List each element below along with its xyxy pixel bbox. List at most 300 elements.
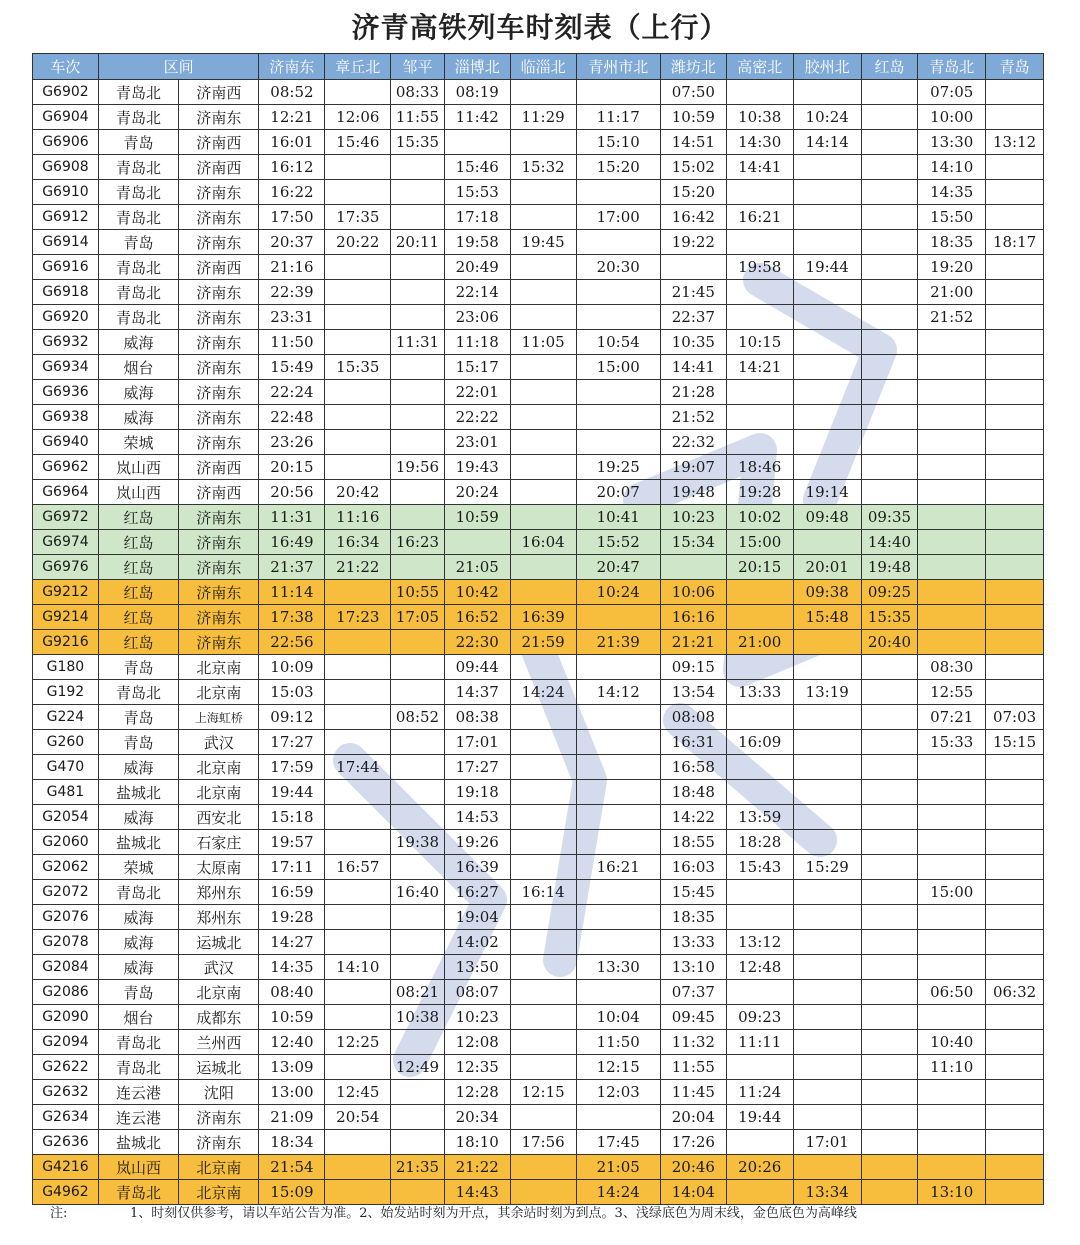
time-cell: 21:52 xyxy=(918,305,986,330)
destination-cell: 石家庄 xyxy=(179,830,259,855)
train-number-cell: G2062 xyxy=(33,855,99,880)
table-row xyxy=(33,980,1044,1005)
time-cell: 21:37 xyxy=(259,555,325,580)
time-cell: 10:41 xyxy=(576,505,660,530)
time-cell: 15:09 xyxy=(259,1180,325,1205)
origin-cell: 红岛 xyxy=(98,530,178,555)
time-cell: 14:41 xyxy=(726,155,793,180)
time-cell: 14:43 xyxy=(444,1180,510,1205)
time-cell xyxy=(726,705,793,730)
time-cell: 11:11 xyxy=(726,1030,793,1055)
table-row xyxy=(33,255,1044,280)
time-cell xyxy=(576,230,660,255)
train-number-cell: G470 xyxy=(33,755,99,780)
train-number-cell: G2094 xyxy=(33,1030,99,1055)
time-cell: 17:27 xyxy=(259,730,325,755)
table-row xyxy=(33,205,1044,230)
time-cell: 15:00 xyxy=(576,355,660,380)
time-cell xyxy=(986,1130,1044,1155)
time-cell xyxy=(861,255,918,280)
time-cell: 11:05 xyxy=(510,330,576,355)
header-station: 淄博北 xyxy=(444,54,510,80)
time-cell xyxy=(861,80,918,105)
time-cell xyxy=(918,780,986,805)
time-cell: 16:27 xyxy=(444,880,510,905)
table-row xyxy=(33,380,1044,405)
time-cell xyxy=(986,930,1044,955)
destination-cell: 沈阳 xyxy=(179,1080,259,1105)
time-cell: 14:12 xyxy=(576,680,660,705)
time-cell: 11:55 xyxy=(660,1055,726,1080)
time-cell xyxy=(793,1155,861,1180)
time-cell xyxy=(391,430,445,455)
destination-cell: 济南东 xyxy=(179,180,259,205)
time-cell xyxy=(510,555,576,580)
time-cell: 20:04 xyxy=(660,1105,726,1130)
time-cell: 10:59 xyxy=(660,105,726,130)
time-cell xyxy=(726,905,793,930)
time-cell: 11:16 xyxy=(325,505,391,530)
time-cell xyxy=(510,930,576,955)
time-cell xyxy=(918,405,986,430)
time-cell: 17:59 xyxy=(259,755,325,780)
time-cell: 18:48 xyxy=(660,780,726,805)
header-station: 青州市北 xyxy=(576,54,660,80)
time-cell xyxy=(576,880,660,905)
time-cell: 16:23 xyxy=(391,530,445,555)
time-cell xyxy=(918,480,986,505)
time-cell: 11:24 xyxy=(726,1080,793,1105)
time-cell xyxy=(861,105,918,130)
time-cell: 20:47 xyxy=(576,555,660,580)
time-cell xyxy=(918,630,986,655)
time-cell: 13:12 xyxy=(726,930,793,955)
destination-cell: 济南西 xyxy=(179,80,259,105)
time-cell xyxy=(793,705,861,730)
time-cell: 22:01 xyxy=(444,380,510,405)
time-cell xyxy=(986,955,1044,980)
time-cell: 11:14 xyxy=(259,580,325,605)
time-cell: 22:48 xyxy=(259,405,325,430)
time-cell: 19:45 xyxy=(510,230,576,255)
time-cell xyxy=(325,155,391,180)
time-cell xyxy=(861,1080,918,1105)
time-cell xyxy=(510,955,576,980)
time-cell xyxy=(726,1055,793,1080)
train-number-cell: G2622 xyxy=(33,1055,99,1080)
time-cell xyxy=(726,655,793,680)
table-header-row xyxy=(33,54,1044,80)
time-cell: 13:30 xyxy=(918,130,986,155)
time-cell: 07:50 xyxy=(660,80,726,105)
train-number-cell: G481 xyxy=(33,780,99,805)
train-number-cell: G6938 xyxy=(33,405,99,430)
destination-cell: 北京南 xyxy=(179,780,259,805)
time-cell xyxy=(510,80,576,105)
time-cell xyxy=(325,1155,391,1180)
time-cell xyxy=(726,230,793,255)
time-cell: 18:34 xyxy=(259,1130,325,1155)
time-cell: 10:06 xyxy=(660,580,726,605)
time-cell xyxy=(793,1080,861,1105)
destination-cell: 武汉 xyxy=(179,730,259,755)
time-cell xyxy=(861,230,918,255)
train-number-cell: G9216 xyxy=(33,630,99,655)
time-cell: 19:44 xyxy=(259,780,325,805)
train-number-cell: G6964 xyxy=(33,480,99,505)
table-row xyxy=(33,1030,1044,1055)
time-cell xyxy=(726,1180,793,1205)
time-cell: 14:35 xyxy=(259,955,325,980)
origin-cell: 威海 xyxy=(98,955,178,980)
time-cell: 12:15 xyxy=(576,1055,660,1080)
time-cell xyxy=(861,730,918,755)
time-cell xyxy=(861,130,918,155)
time-cell: 20:56 xyxy=(259,480,325,505)
time-cell xyxy=(510,130,576,155)
time-cell xyxy=(861,205,918,230)
time-cell xyxy=(325,380,391,405)
header-station: 章丘北 xyxy=(325,54,391,80)
train-number-cell: G2086 xyxy=(33,980,99,1005)
time-cell: 12:03 xyxy=(576,1080,660,1105)
time-cell: 13:00 xyxy=(259,1080,325,1105)
time-cell: 20:01 xyxy=(793,555,861,580)
train-number-cell: G2054 xyxy=(33,805,99,830)
time-cell xyxy=(793,955,861,980)
table-row xyxy=(33,955,1044,980)
time-cell xyxy=(918,455,986,480)
time-cell xyxy=(325,880,391,905)
time-cell: 19:28 xyxy=(259,905,325,930)
time-cell xyxy=(793,880,861,905)
time-cell: 21:00 xyxy=(918,280,986,305)
train-number-cell: G4216 xyxy=(33,1155,99,1180)
timetable xyxy=(32,53,1044,1205)
time-cell xyxy=(918,555,986,580)
time-cell xyxy=(660,255,726,280)
time-cell: 21:59 xyxy=(510,630,576,655)
origin-cell: 青岛北 xyxy=(98,1030,178,1055)
origin-cell: 青岛北 xyxy=(98,280,178,305)
time-cell: 08:52 xyxy=(391,705,445,730)
time-cell: 12:49 xyxy=(391,1055,445,1080)
train-number-cell: G6932 xyxy=(33,330,99,355)
time-cell xyxy=(726,305,793,330)
time-cell: 11:17 xyxy=(576,105,660,130)
origin-cell: 威海 xyxy=(98,755,178,780)
time-cell xyxy=(576,755,660,780)
time-cell: 14:27 xyxy=(259,930,325,955)
time-cell xyxy=(793,905,861,930)
origin-cell: 青岛北 xyxy=(98,255,178,280)
time-cell: 13:12 xyxy=(986,130,1044,155)
time-cell: 15:18 xyxy=(259,805,325,830)
time-cell xyxy=(861,930,918,955)
train-number-cell: G2634 xyxy=(33,1105,99,1130)
time-cell: 13:10 xyxy=(918,1180,986,1205)
time-cell xyxy=(391,280,445,305)
time-cell: 19:25 xyxy=(576,455,660,480)
time-cell: 12:21 xyxy=(259,105,325,130)
table-row xyxy=(33,930,1044,955)
time-cell: 10:02 xyxy=(726,505,793,530)
time-cell: 12:15 xyxy=(510,1080,576,1105)
origin-cell: 青岛北 xyxy=(98,205,178,230)
time-cell: 16:49 xyxy=(259,530,325,555)
time-cell: 15:49 xyxy=(259,355,325,380)
time-cell: 12:06 xyxy=(325,105,391,130)
time-cell xyxy=(325,905,391,930)
time-cell: 11:42 xyxy=(444,105,510,130)
time-cell: 11:45 xyxy=(660,1080,726,1105)
time-cell: 12:28 xyxy=(444,1080,510,1105)
time-cell: 14:30 xyxy=(726,130,793,155)
time-cell xyxy=(918,430,986,455)
time-cell xyxy=(986,580,1044,605)
table-row xyxy=(33,180,1044,205)
time-cell xyxy=(391,855,445,880)
train-number-cell: G2632 xyxy=(33,1080,99,1105)
time-cell xyxy=(986,430,1044,455)
time-cell xyxy=(861,280,918,305)
table-row xyxy=(33,1080,1044,1105)
train-number-cell: G6908 xyxy=(33,155,99,180)
time-cell: 10:24 xyxy=(576,580,660,605)
origin-cell: 青岛 xyxy=(98,655,178,680)
time-cell: 21:45 xyxy=(660,280,726,305)
time-cell: 13:50 xyxy=(444,955,510,980)
table-row xyxy=(33,1055,1044,1080)
destination-cell: 上海虹桥 xyxy=(179,705,259,730)
train-number-cell: G224 xyxy=(33,705,99,730)
time-cell: 15:35 xyxy=(861,605,918,630)
time-cell xyxy=(986,205,1044,230)
time-cell xyxy=(918,805,986,830)
time-cell: 14:04 xyxy=(660,1180,726,1205)
time-cell: 07:21 xyxy=(918,705,986,730)
header-station: 胶州北 xyxy=(793,54,861,80)
origin-cell: 红岛 xyxy=(98,580,178,605)
time-cell xyxy=(325,830,391,855)
train-number-cell: G192 xyxy=(33,680,99,705)
time-cell xyxy=(726,780,793,805)
time-cell: 07:37 xyxy=(660,980,726,1005)
time-cell: 16:12 xyxy=(259,155,325,180)
time-cell xyxy=(325,330,391,355)
time-cell xyxy=(986,530,1044,555)
table-row xyxy=(33,555,1044,580)
time-cell: 20:15 xyxy=(259,455,325,480)
table-row xyxy=(33,1005,1044,1030)
time-cell: 16:16 xyxy=(660,605,726,630)
time-cell xyxy=(325,630,391,655)
train-number-cell: G6976 xyxy=(33,555,99,580)
time-cell xyxy=(986,105,1044,130)
time-cell: 08:30 xyxy=(918,655,986,680)
time-cell: 18:46 xyxy=(726,455,793,480)
time-cell: 21:54 xyxy=(259,1155,325,1180)
time-cell xyxy=(510,1030,576,1055)
destination-cell: 太原南 xyxy=(179,855,259,880)
time-cell: 07:03 xyxy=(986,705,1044,730)
time-cell: 20:49 xyxy=(444,255,510,280)
time-cell: 15:32 xyxy=(510,155,576,180)
train-number-cell: G6904 xyxy=(33,105,99,130)
table-row xyxy=(33,630,1044,655)
destination-cell: 武汉 xyxy=(179,955,259,980)
time-cell xyxy=(325,430,391,455)
time-cell: 22:22 xyxy=(444,405,510,430)
time-cell xyxy=(510,380,576,405)
train-number-cell: G6936 xyxy=(33,380,99,405)
train-number-cell: G180 xyxy=(33,655,99,680)
origin-cell: 烟台 xyxy=(98,355,178,380)
time-cell: 20:11 xyxy=(391,230,445,255)
time-cell: 18:10 xyxy=(444,1130,510,1155)
time-cell: 14:02 xyxy=(444,930,510,955)
time-cell xyxy=(391,255,445,280)
destination-cell: 济南东 xyxy=(179,630,259,655)
time-cell xyxy=(861,405,918,430)
time-cell xyxy=(793,155,861,180)
time-cell xyxy=(918,355,986,380)
time-cell: 16:39 xyxy=(444,855,510,880)
time-cell xyxy=(510,730,576,755)
origin-cell: 烟台 xyxy=(98,1005,178,1030)
time-cell: 21:52 xyxy=(660,405,726,430)
time-cell xyxy=(986,355,1044,380)
time-cell xyxy=(391,1180,445,1205)
time-cell: 22:30 xyxy=(444,630,510,655)
time-cell: 17:26 xyxy=(660,1130,726,1155)
destination-cell: 济南东 xyxy=(179,1105,259,1130)
time-cell: 22:14 xyxy=(444,280,510,305)
origin-cell: 威海 xyxy=(98,805,178,830)
time-cell: 19:20 xyxy=(918,255,986,280)
time-cell xyxy=(793,655,861,680)
time-cell: 13:19 xyxy=(793,680,861,705)
time-cell: 13:10 xyxy=(660,955,726,980)
time-cell xyxy=(793,1055,861,1080)
time-cell: 11:50 xyxy=(259,330,325,355)
time-cell: 19:58 xyxy=(444,230,510,255)
time-cell xyxy=(510,355,576,380)
time-cell: 19:48 xyxy=(861,555,918,580)
time-cell xyxy=(861,655,918,680)
time-cell: 20:30 xyxy=(576,255,660,280)
time-cell: 16:39 xyxy=(510,605,576,630)
time-cell xyxy=(325,455,391,480)
time-cell xyxy=(576,180,660,205)
time-cell xyxy=(325,405,391,430)
time-cell: 10:00 xyxy=(918,105,986,130)
table-row xyxy=(33,1180,1044,1205)
time-cell xyxy=(861,805,918,830)
time-cell: 15:45 xyxy=(660,880,726,905)
time-cell: 15:48 xyxy=(793,605,861,630)
time-cell: 19:22 xyxy=(660,230,726,255)
origin-cell: 连云港 xyxy=(98,1105,178,1130)
time-cell: 09:44 xyxy=(444,655,510,680)
time-cell: 16:34 xyxy=(325,530,391,555)
time-cell: 10:40 xyxy=(918,1030,986,1055)
time-cell xyxy=(986,1180,1044,1205)
time-cell: 08:21 xyxy=(391,980,445,1005)
train-number-cell: G6934 xyxy=(33,355,99,380)
time-cell: 07:05 xyxy=(918,80,986,105)
time-cell xyxy=(510,280,576,305)
time-cell xyxy=(726,280,793,305)
table-row xyxy=(33,330,1044,355)
time-cell xyxy=(325,705,391,730)
time-cell: 20:34 xyxy=(444,1105,510,1130)
time-cell: 16:52 xyxy=(444,605,510,630)
time-cell: 17:50 xyxy=(259,205,325,230)
table-row xyxy=(33,905,1044,930)
time-cell xyxy=(986,80,1044,105)
time-cell xyxy=(861,855,918,880)
time-cell: 21:28 xyxy=(660,380,726,405)
time-cell: 14:40 xyxy=(861,530,918,555)
time-cell xyxy=(325,980,391,1005)
train-number-cell: G6920 xyxy=(33,305,99,330)
time-cell: 15:15 xyxy=(986,730,1044,755)
time-cell: 12:55 xyxy=(918,680,986,705)
time-cell: 12:08 xyxy=(444,1030,510,1055)
time-cell: 11:55 xyxy=(391,105,445,130)
time-cell xyxy=(918,1105,986,1130)
time-cell: 16:58 xyxy=(660,755,726,780)
time-cell xyxy=(793,205,861,230)
time-cell: 16:42 xyxy=(660,205,726,230)
time-cell: 17:11 xyxy=(259,855,325,880)
time-cell: 21:22 xyxy=(325,555,391,580)
time-cell: 15:20 xyxy=(660,180,726,205)
time-cell: 20:40 xyxy=(861,630,918,655)
destination-cell: 济南东 xyxy=(179,555,259,580)
table-row xyxy=(33,730,1044,755)
time-cell xyxy=(918,855,986,880)
time-cell: 15:52 xyxy=(576,530,660,555)
time-cell xyxy=(986,330,1044,355)
origin-cell: 盐城北 xyxy=(98,1130,178,1155)
time-cell xyxy=(325,780,391,805)
time-cell: 19:18 xyxy=(444,780,510,805)
time-cell xyxy=(861,380,918,405)
time-cell xyxy=(325,680,391,705)
time-cell: 11:32 xyxy=(660,1030,726,1055)
time-cell: 17:45 xyxy=(576,1130,660,1155)
time-cell xyxy=(726,380,793,405)
time-cell xyxy=(510,480,576,505)
time-cell: 19:28 xyxy=(726,480,793,505)
origin-cell: 青岛北 xyxy=(98,1055,178,1080)
table-row xyxy=(33,1105,1044,1130)
time-cell xyxy=(325,180,391,205)
time-cell: 11:31 xyxy=(391,330,445,355)
time-cell: 11:10 xyxy=(918,1055,986,1080)
destination-cell: 济南东 xyxy=(179,205,259,230)
time-cell xyxy=(918,955,986,980)
time-cell: 09:25 xyxy=(861,580,918,605)
time-cell xyxy=(510,305,576,330)
destination-cell: 北京南 xyxy=(179,755,259,780)
time-cell xyxy=(986,505,1044,530)
time-cell: 17:35 xyxy=(325,205,391,230)
time-cell: 15:43 xyxy=(726,855,793,880)
time-cell: 14:10 xyxy=(918,155,986,180)
